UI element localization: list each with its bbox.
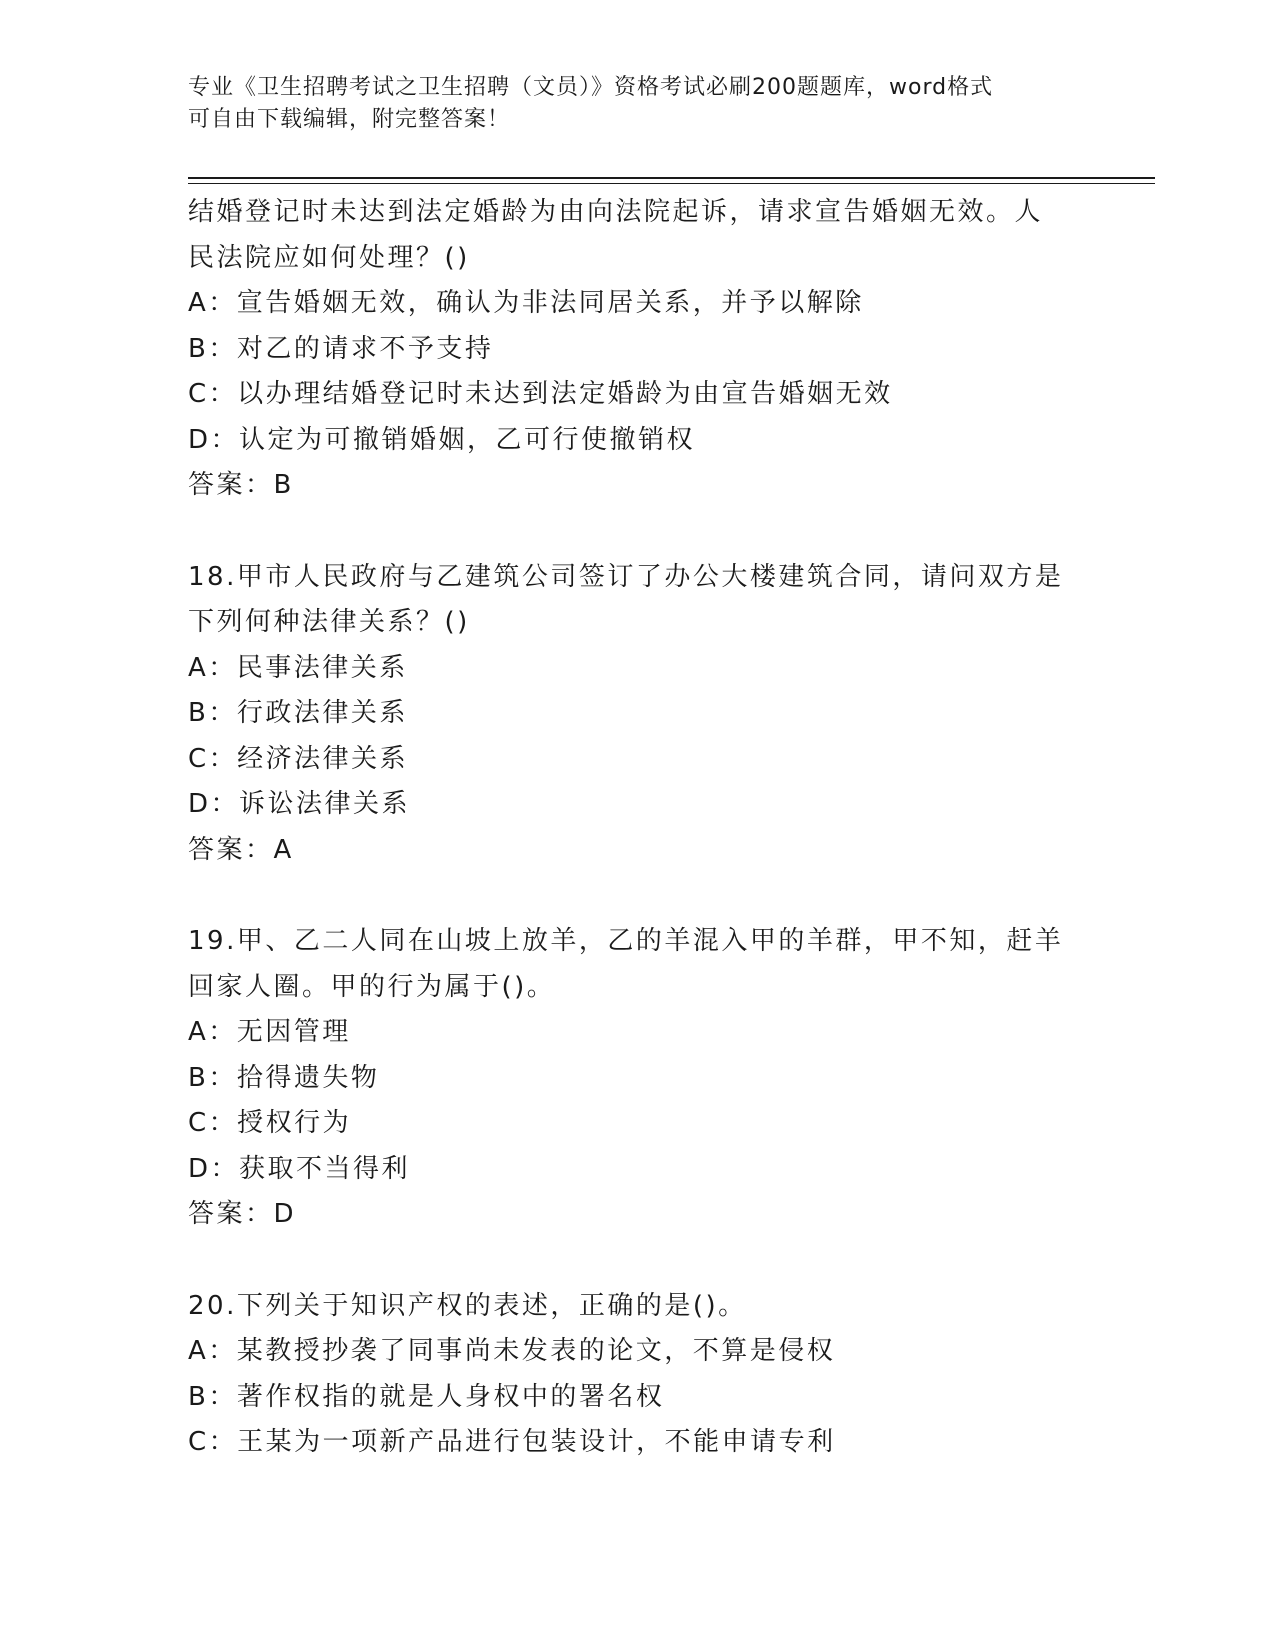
option-d: D：获取不当得利 <box>188 1153 411 1184</box>
option-d: D：认定为可撤销婚姻，乙可行使撤销权 <box>188 424 696 455</box>
option-b: B：著作权指的就是人身权中的署名权 <box>188 1381 665 1412</box>
option-c: C：授权行为 <box>188 1108 352 1138</box>
option-d: D：诉讼法律关系 <box>188 789 411 819</box>
spacer <box>188 873 1088 919</box>
option-a: A：民事法律关系 <box>188 652 408 683</box>
document-header <box>188 72 1088 136</box>
question-stem: 20.下列关于知识产权的表述，正确的是()。 <box>188 1290 747 1321</box>
question-stem: 民法院应如何处理？() <box>188 242 470 273</box>
option-a: A：无因管理 <box>188 1017 351 1047</box>
header-divider-thin <box>188 183 1155 184</box>
option-a: A：宣告婚姻无效，确认为非法同居关系，并予以解除 <box>188 288 864 318</box>
option-c: C：以办理结婚登记时未达到法定婚龄为由宣告婚姻无效 <box>188 379 893 409</box>
header-divider-thick <box>188 177 1155 179</box>
question-block <box>188 190 1088 509</box>
question-block <box>188 555 1088 874</box>
option-c: C：王某为一项新产品进行包装设计，不能申请专利 <box>188 1427 836 1457</box>
question-stem: 19.甲、乙二人同在山坡上放羊，乙的羊混入甲的羊群，甲不知，赶羊 <box>188 926 1064 956</box>
question-block <box>188 919 1088 1238</box>
header-line-2: 可自由下载编辑，附完整答案！ <box>188 107 511 132</box>
question-block <box>188 1284 1088 1466</box>
question-stem: 回家人圈。甲的行为属于()。 <box>188 971 556 1002</box>
question-stem: 结婚登记时未达到法定婚龄为由向法院起诉，请求宣告婚姻无效。人 <box>188 197 1044 227</box>
spacer <box>188 1238 1088 1284</box>
answer-line: 答案：A <box>188 834 294 865</box>
spacer <box>188 509 1088 555</box>
answer-line: 答案：B <box>188 470 294 500</box>
question-stem: 下列何种法律关系？() <box>188 607 470 637</box>
question-list <box>188 190 1088 1466</box>
option-a: A：某教授抄袭了同事尚未发表的论文，不算是侵权 <box>188 1336 836 1366</box>
header-line-1: 专业《卫生招聘考试之卫生招聘（文员）》资格考试必刷200题题库，word格式 <box>188 75 994 100</box>
option-b: B：行政法律关系 <box>188 698 408 728</box>
option-c: C：经济法律关系 <box>188 743 409 774</box>
option-b: B：拾得遗失物 <box>188 1062 380 1093</box>
question-stem: 18.甲市人民政府与乙建筑公司签订了办公大楼建筑合同，请问双方是 <box>188 561 1064 592</box>
answer-line: 答案：D <box>188 1199 297 1229</box>
option-b: B：对乙的请求不予支持 <box>188 333 494 364</box>
